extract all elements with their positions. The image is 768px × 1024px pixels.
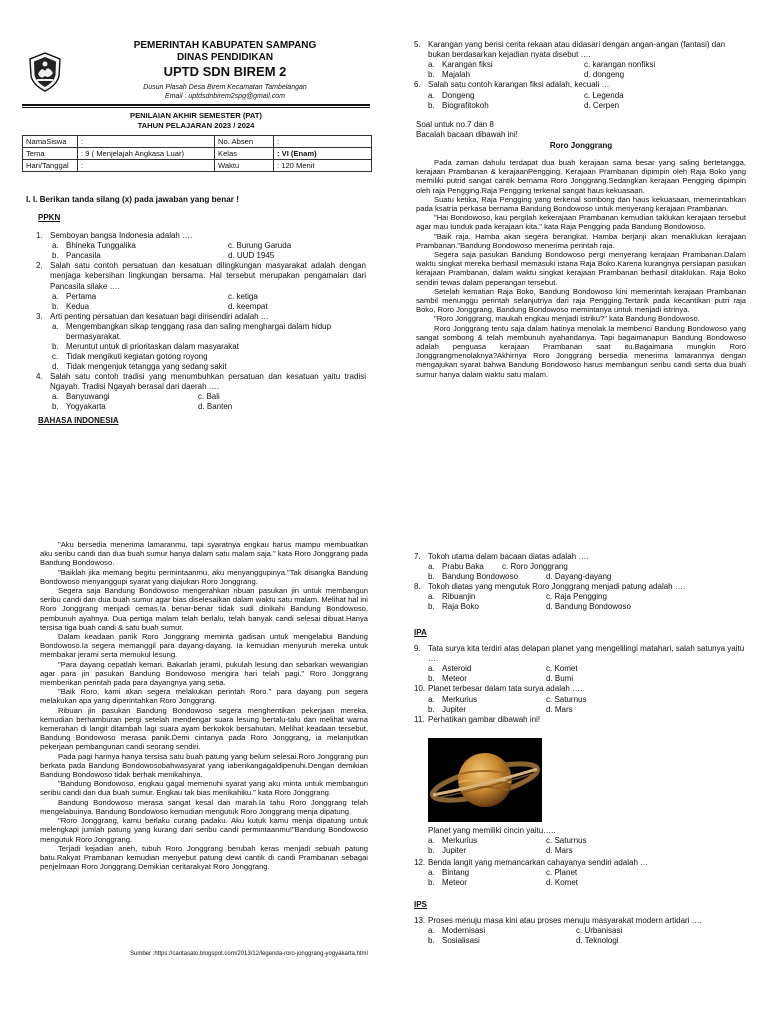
option-letter[interactable]: a. [52,322,59,332]
option-d[interactable]: d. Bumi [546,674,574,684]
option-a[interactable]: Mengembangkan sikap tenggang rasa dan saling menghargai dalam hidup bermasyarakat. [66,322,332,342]
question-8 [414,582,748,592]
option-d[interactable]: d. keempat [228,301,268,311]
option-letter[interactable]: b. [428,572,435,582]
value-time: : 120 Menit [274,160,372,172]
story-paragraph: "Para dayang cepatlah kemari. Bakarlah jerami, pukulah lesung dan sebarkan wewangian agar para jin pasukan Bandung Bondowoso mengira hari telah pagi." Roro Jonggrang memberikan perintah pada para dayangnya yang setia. [40,659,368,688]
option-d[interactable]: d. Dayang-dayang [546,572,612,582]
option-a[interactable]: Pertama [66,291,97,301]
option-letter[interactable]: a. [428,90,435,100]
option-b[interactable]: Meruntut untuk di prioritaskan dalam masyarakat [66,342,239,352]
question-number: 11. [414,714,425,724]
option-row [414,936,748,946]
option-letter[interactable]: b. [52,402,59,412]
question-number: 6. [414,80,421,90]
option-a[interactable]: Modernisasi [442,926,486,936]
option-row [414,602,748,612]
option-row [36,322,366,342]
option-row [414,592,748,602]
option-b[interactable]: Bandung Bondowoso [442,572,519,582]
label-name: NamaSiswa [23,136,78,148]
option-row [36,302,366,312]
question-9 [414,644,748,664]
option-letter[interactable]: b. [428,100,435,110]
story-paragraph: Setelah kematian Raja Boko, Bandung Bondowoso kini memerintah kerajaan Prambanan sambil menunggu perintah selanjutnya dari raja Pengging.Tertarik pada kecantikan putri raja Boko, Roro Jonggrang, Bandung Bondowoso memintanya untuk menjadi istrinya. [416,286,746,315]
option-letter[interactable]: b. [428,602,435,612]
story-paragraph: Pada pagi harinya hanya tersisa satu buah patung yang belum selesai.Roro Jonggrang pun berkata pada Bandung Bondowosobahwasyarat yang iaberikangagaldipenuhi.Dengan demikian Bandung Bondowoso tidak berhak menikahinya. [40,751,368,780]
exam-year: TAHUN PELAJARAN 2023 / 2024 [137,121,255,130]
option-row [414,674,748,684]
question-text: Tokoh utama dalam bacaan diatas adalah …. [428,552,589,561]
option-row [414,70,748,80]
school-name: UPTD SDN BIREM 2 [163,64,287,79]
option-a[interactable]: Merkurius [442,836,478,846]
question-number: 1. [36,231,43,240]
value-theme: : 9 ( Menjelajah Angkasa Luar) [78,148,215,160]
option-row [414,101,748,111]
question-text: Perhatikan gambar dibawah ini! [428,714,541,724]
header-line-1: PEMERINTAH KABUPATEN SAMPANG [133,40,317,51]
story-paragraph: "Baik Roro, kami akan segera melakukan perintah Roro." para dayang pun segera melakukan apa yang diperintahkan Roro Jonggrang. [40,687,368,706]
option-row [36,241,366,251]
story-paragraph: "Hai Bondowoso, kau pergilah kekerajaan Prambanan kemudian taklukan kerajaan tersebut agar mau tunduk pada kerajaan kita." kata Raja Pengging pada Bandung Bondowoso. [416,213,746,232]
option-row [428,846,748,856]
option-b[interactable]: Jupiter [442,846,467,856]
story-paragraph: Segera saja pasukan Bandung Bondowoso pergi menyerang kerajaan Prambanan.Dalam waktu singkat mereka berhasil memasuki istana Raja Boko.Karena kurangnya persiapan pasukan kerajaan Prambanan, dalam waktu singkat kerajaan Prambanan berhasil ditaklukan. Raja Boko sendiri tewas dalam peperangan tersebut. [416,250,746,287]
option-c[interactable]: Tidak mengikuti kegiatan gotong royong [66,352,208,362]
option-letter[interactable]: a. [428,592,435,602]
option-letter[interactable]: b. [428,704,435,714]
header-line-2: DINAS PENDIDIKAN [176,52,274,63]
value-name[interactable]: : [78,136,215,148]
option-row [414,695,748,705]
story-paragraph: "Baik raja. Hamba akan segera berangkat. Hamba berjanji akan menaklukan kerajaan Prambanan."Bandung Bondowoso menerima perintah raja. [416,231,746,250]
option-letter[interactable]: a. [428,836,435,846]
option-row [414,705,748,715]
question-text: Tokoh diatas yang mengutuk Roro Jonggrang menjadi patung adalah …. [428,582,686,592]
option-d[interactable]: d. Bandung Bondowoso [546,602,631,612]
question-6 [414,80,748,90]
question-number: 3. [36,311,43,321]
option-d[interactable]: d. UUD 1945 [228,251,275,261]
question-text: Benda langit yang memancarkan cahayanya sendiri adalah … [428,858,649,867]
option-b[interactable]: Kedua [66,301,90,311]
story-paragraph: Ribuan jin pasukan Bandung Bondowoso segera menghentikan pekerjaan mereka, kemudian berhamburan pergi setelah mendengar suara lesung bertalu-talu dan melihat warna kemerahan di langit ditambah lagi suara ayam berkokok bersahutan. Melihat keadaan tersebut, Bandung Bondowoso merasa panik.Demi cintanya pada Roro Jonggrang, ia melanjutkan pekerjaan pembangunan candi seorang sendiri. [40,705,368,752]
option-letter[interactable]: b. [52,342,59,352]
question-text: Salah satu contoh tradisi yang menumbuhkan persatuan dan kesatuan yaitu tradisi Ngayah. Tradisi Ngayah berasal dari daerah …. [50,372,366,392]
option-b[interactable]: Meteor [442,674,467,684]
story-paragraph: Roro Jonggrang tentu saja dalam hatinya menolak.Ia membenci Bandung Bondowoso yang sangat sombong & telah membunuh ayahandanya. Tapi bagaimanapun Bandung Bondowoso adalah penguasa kerajaan Prambanan saat itu.Bagaimana mungkin Roro Jonggrangmenolaknya?Akhirnya Roro Jonggrang bersedia menerima lamarannya dengan mengajukan syarat bahwa Bandung Bondowoso harus membangun seribu candi serta dua buah sumur hanya dalam waktu satu malam. [416,323,746,379]
option-b[interactable]: Jupiter [442,704,467,714]
option-row [414,60,748,70]
question-number: 5. [414,40,421,49]
saturn-planet-image [428,738,542,822]
option-c[interactable]: c. Burung Garuda [228,241,292,251]
question-7 [414,552,748,562]
option-row [36,342,366,352]
instruction: I. I. Berikan tanda silang (x) pada jawaban yang benar ! [26,195,239,204]
label-time: Waktu [215,160,274,172]
option-letter[interactable]: a. [428,562,435,572]
question-number: 4. [36,372,43,382]
option-c[interactable]: c. Urbanisasi [576,926,623,936]
question-number: 12. [414,858,426,867]
question-4 [36,372,366,392]
question-text: Salah satu contoh karangan fiksi adalah, kecuali … [428,80,610,90]
option-row [414,562,748,572]
option-row [414,91,748,101]
option-b[interactable]: Majalah [442,70,471,80]
value-class: : VI (Enam) [274,148,372,160]
option-a[interactable]: Bhineka Tunggalika [66,241,136,251]
question-number: 10. [414,684,426,694]
question-13 [414,916,748,926]
option-a[interactable]: Bintang [442,868,470,878]
option-letter[interactable]: c. [52,352,59,362]
option-letter[interactable]: a. [428,926,435,936]
question-text: Semboyan bangsa Indonesia adalah …. [50,231,193,240]
q13-block [414,916,748,946]
header-divider [22,104,370,108]
option-row [36,352,366,362]
option-row [36,402,366,412]
option-letter[interactable]: b. [52,301,59,311]
value-absen[interactable]: : [274,136,372,148]
label-theme: Tema [23,148,78,160]
ppkn-questions [36,231,366,412]
option-row [36,251,366,261]
option-letter[interactable]: a. [52,392,59,402]
question-1 [36,231,366,241]
story-paragraph: Segera saja Bandung Bondowoso mengerahkan ribuan pasukan jin untuk membangun seribu candi dan dua buah sumur agar bias diselesaikan dalam waktu satu malam. Melihat hal ini Roro Jonggrang menjadi cemas.Ia benar-benar tidak sudi dinikahi Bandung Bondowoso, pembunuh ayahnya. Dua pertiga malam telah berlalu, telah banyak candi selesai dibuat.Hanya tersisa tiga buah candi & satu buah sumur. [40,586,368,632]
section-ips: IPS [414,900,427,909]
saturn-icon [428,738,542,822]
question-text: Arti penting persatuan dan kesatuan bagi dirisendiri adalah … [50,311,269,321]
option-row [414,868,748,878]
story-paragraph: Terjadi kejadian aneh, tubuh Roro Jonggrang berubah keras menjadi sebuah patung batu.Rakyat Prambanan kemudian menyebut patung dewi cantik di candi Prambanan sebagai penjelmaan Roro Jonggrang.Demikian ceritarakyat Roro Jonggrang. [40,843,368,872]
option-c[interactable]: c. Raja Pengging [546,592,607,602]
story-title: Roro Jonggrang [549,141,613,150]
option-a[interactable]: Dongeng [442,90,475,100]
story-paragraph: "Aku bersedia menerima lamaranmu, tapi syaratnya engkau harus mampu membuatkan aku seribu candi dan dua buah sumur hanya dalam satu malam saja." kata Roro Jonggrang pada Bandung Bondowoso. [40,540,368,568]
ipa-questions [414,644,748,725]
question-10 [414,684,748,694]
question-number: 2. [36,261,43,271]
option-a[interactable]: Merkurius [442,694,478,704]
label-absen: No. Absen [215,136,274,148]
option-b[interactable]: Pancasila [66,251,101,261]
question-text: Proses menuju masa kini atau proses menuju masyarakat modern artidari …. [428,916,702,925]
option-d[interactable]: d. Komet [546,878,579,888]
option-c[interactable]: c. Saturnus [546,694,587,704]
story-paragraph: "Bandung Bondowoso, engkau gagal memenuhi syarat yang aku minta untuk membangun seribu candi dan dua buah sumur. Engkau tak bias menikahiku." kata Roro Jonggrang. [40,779,368,798]
story-paragraph: Dalam keadaan panik Roro Jonggrang meminta gadisan untuk mengelabui Bandung Bondowoso.Ia segera memanggil para dayang-dayang. Ia kemudian menyuruh mereka untuk membakar jerami serta memukul lesung. [40,632,368,660]
option-letter[interactable]: a. [428,694,435,704]
story-paragraph: Bandung Bondowoso merasa sangat kesal dan marah.Ia tahu Roro Jonggrang telah mengelabuinya. Bandung Bondowoso kemudian mengutuk Roro Jonggrang menja dipatung. [40,797,368,816]
option-c[interactable]: c. Komet [546,664,578,674]
question-3 [36,312,366,322]
option-row [36,362,366,372]
bi-questions-top [414,40,748,111]
option-a[interactable]: Asteroid [442,664,472,674]
option-letter[interactable]: a. [428,664,435,674]
option-d[interactable]: Tidak mengenjuk tetangga yang sedang sakit [66,362,227,372]
option-a[interactable]: Karangan fiksi [442,60,493,70]
question-2 [36,261,366,292]
school-address: Dusun Plasah Desa Birem Kecamatan Tambelangan [143,84,307,91]
story-paragraph: Suatu ketika, Raja Pengging yang terkenal sombong dan haus kekuasaan, memerintahkan pada ksatria perkasa bernama Bandung Bondowoso untuk menyerang kerajaan Prambanan. [416,194,746,214]
option-d[interactable]: d. Teknologi [576,936,619,946]
option-c[interactable]: c. Bali [198,392,220,402]
option-a[interactable]: Banyuwangi [66,392,110,402]
option-letter[interactable]: b. [52,251,59,261]
q11-options [428,826,748,856]
story-source[interactable]: Sumber :https://caritasato.blogspot.com/2013/12/legenda-roro-jonggrang-yogyakarta.html [130,951,368,957]
q12-block [414,858,748,888]
q11-caption: Planet yang memiliki cincin yaitu….. [428,826,556,835]
question-number: 8. [414,582,421,592]
option-letter[interactable]: d. [52,362,59,372]
option-letter[interactable]: a. [52,241,59,251]
option-d[interactable]: d. Banten [198,402,233,412]
option-letter[interactable]: a. [428,868,435,878]
story-paragraph: "Baiklah jika memang begitu permintaanmu, aku menyanggupinya."Tak disangka Bandung Bondowoso menyanggupi syarat yang diajukan Roro Jonggrang. [40,567,368,586]
question-text: Planet terbesar dalam tata surya adalah …. [428,684,583,694]
option-b[interactable]: Meteor [442,878,467,888]
option-letter[interactable]: b. [428,674,435,684]
option-letter[interactable]: a. [52,291,59,301]
option-b[interactable]: Raja Boko [442,602,479,612]
regency-logo [28,52,62,92]
option-row [414,572,748,582]
option-d[interactable]: d. Cerpen [584,100,620,110]
option-row [36,292,366,302]
story-intro-2: Bacalah bacaan dibawah ini! [416,130,518,139]
option-c[interactable]: c. ketiga [228,291,258,301]
option-c[interactable]: c. karangan nonfiksi [584,60,656,70]
question-text: Salah satu contoh persatuan dan kesatuan dilingkungan masyarakat adalah dengan menjaga kebersihan lingkungan bersama. Hal tersebut merupakan pengamalan dari Pancasila silake …. [50,261,366,291]
option-b[interactable]: Sosialisasi [442,936,480,946]
option-letter[interactable]: b. [428,846,435,856]
exam-title: PENILAIAN AKHIR SEMESTER (PAT) [130,111,262,120]
student-info-table [22,135,372,172]
story-paragraph: "Roro Jonggrang, kamu berlaku curang padaku. Aku kutuk kamu menja dipatung untuk melengkapi jumlah patung yang kurang dari seribu candi permintaanmu!"Bandung Bondowoso mengutuk Roro Jonggrang. [40,816,368,844]
question-number: 9. [414,644,421,653]
option-letter[interactable]: b. [428,878,435,888]
story-part-2 [40,540,368,871]
bi-questions-bottom [414,552,748,612]
option-row [414,878,748,888]
option-d[interactable]: d. dongeng [584,70,625,80]
option-row [414,664,748,674]
value-date[interactable]: : [78,160,215,172]
option-b[interactable]: Biografitokoh [442,100,489,110]
story-intro-1: Soal untuk no.7 dan 8 [416,120,494,129]
label-class: Kelas [215,148,274,160]
option-row [428,836,748,846]
option-row [36,392,366,402]
question-number: 7. [414,552,421,561]
section-ppkn: PPKN [38,213,61,222]
story-part-1 [416,158,746,379]
table-row [23,136,372,148]
table-row [23,160,372,172]
option-letter[interactable]: a. [428,60,435,70]
school-email: Email : uptdsdnbirem2spg@gmail.com [165,93,285,100]
option-d[interactable]: d. Mars [546,704,573,714]
option-row [414,926,748,936]
sampang-regency-emblem-icon [28,52,62,92]
question-5 [414,40,748,60]
section-bahasa-indonesia: BAHASA INDONESIA [38,416,119,425]
story-paragraph: "Roro Jonggrang, maukah engkau menjadi istriku?" kata Bandung Bondowoso. [434,314,700,324]
option-letter[interactable]: b. [428,936,435,946]
table-row [23,148,372,160]
question-11 [414,715,748,725]
option-a[interactable]: Ribuanjin [442,592,476,602]
option-b[interactable]: Yogyakarta [66,402,106,412]
story-paragraph: Pada zaman dahulu terdapat dua buah kerajaan sama besar yang saling bertetangga, kerajaan Prambanan & kerajaanPengging. Kerajaan Prambanan dipimpin oleh Raja Boko yang memiliki putrid sangat cantik bernama Roro Jonggrang.Sedangkan kerajaan Pengging dipimpin oleh raja Pengging.Raja Pengging terkenal sangat haus kekuasaan. [416,158,746,195]
option-d[interactable]: d. Mars [546,846,573,856]
option-letter[interactable]: b. [428,70,435,80]
label-date: Hari/Tanggal [23,160,78,172]
question-12 [414,858,748,868]
question-text: Karangan yang berisi cerita rekaan atau didasari dengan angan-angan (fantasi) dan bukan berdasarkan kejadian nyata disebut …. [428,40,726,60]
option-c[interactable]: c. Legenda [584,90,624,100]
question-text: Tata surya kita terdiri atas delapan planet yang mengelilingi matahari, salah satunya yaitu …. [428,644,745,664]
option-c[interactable]: c. Planet [546,868,578,878]
option-a[interactable]: Prabu Baka [442,562,484,572]
section-ipa: IPA [414,628,427,637]
option-c[interactable]: c. Saturnus [546,836,587,846]
question-number: 13. [414,916,426,925]
option-c[interactable]: c. Roro Jonggrang [502,562,568,572]
